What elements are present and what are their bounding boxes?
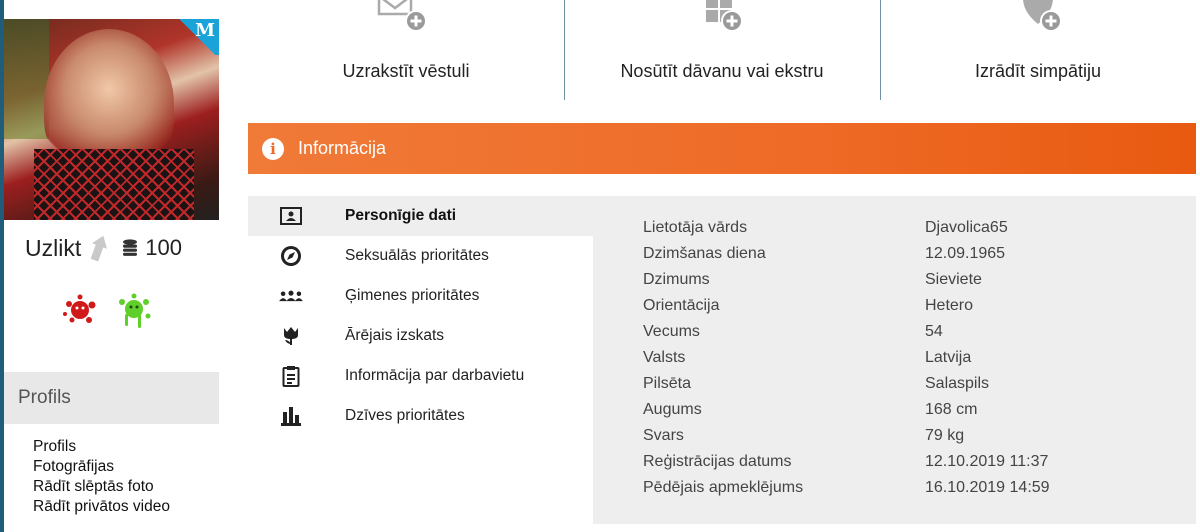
envelope-add-icon [371,0,441,40]
profile-photo[interactable] [4,19,219,220]
detail-value: 168 cm [925,401,978,418]
red-splat-sticker-icon[interactable] [60,290,100,330]
detail-row-country [643,347,1143,373]
detail-row-username [643,217,1143,243]
detail-row-gender [643,269,1143,295]
category-label: Dzīves prioritātes [345,407,465,424]
detail-key: Dzimums [643,271,710,288]
detail-row-height [643,399,1143,425]
category-life-priorities[interactable] [248,396,593,436]
detail-value: 79 kg [925,427,965,444]
category-label: Ārējais izskats [345,327,445,344]
show-sympathy-label: Izrādīt simpātiju [974,61,1102,81]
category-sexual-priorities[interactable] [248,236,593,276]
personal-details [643,217,1143,503]
clipboard-icon [278,364,304,388]
detail-key: Augums [643,401,702,418]
nav-item-photos[interactable]: Fotogrāfijas [33,458,114,475]
detail-row-city [643,373,1143,399]
photo-detail [34,149,194,220]
gift-add-icon [687,0,757,40]
category-label: Informācija par darbavietu [345,367,525,384]
bar-chart-icon [278,404,304,428]
detail-row-age [643,321,1143,347]
green-splat-sticker-icon[interactable] [114,290,154,330]
detail-key: Reģistrācijas datums [643,453,792,470]
nav-item-hidden-photos[interactable]: Rādīt slēptās foto [33,478,154,495]
detail-row-birthday [643,243,1143,269]
nav-item-profile[interactable]: Profils [33,438,77,455]
send-gift-button[interactable] [564,0,880,100]
membership-badge-letter: M [195,20,215,41]
detail-value: Salaspils [925,375,990,392]
detail-value: Sieviete [925,271,982,288]
nav-item-private-videos[interactable]: Rādīt privātos video [33,498,170,515]
category-family-priorities[interactable] [248,276,593,316]
category-label: Ģimenes prioritātes [345,287,480,304]
category-label: Personīgie dati [345,207,457,224]
detail-row-registration-date [643,451,1143,477]
detail-key: Orientācija [643,297,720,314]
family-icon [278,284,304,308]
detail-value: 12.10.2019 11:37 [925,453,1049,470]
profile-nav-list [33,437,170,517]
info-section-header [248,123,1196,174]
category-work-info[interactable] [248,356,593,396]
write-letter-label: Uzrakstīt vēstuli [342,61,470,81]
detail-row-weight [643,425,1143,451]
show-sympathy-button[interactable] [880,0,1196,100]
info-title: Informācija [298,138,387,158]
coins-icon [121,238,139,258]
detail-key: Valsts [643,349,686,366]
detail-key: Lietotāja vārds [643,219,748,236]
detail-key: Pēdējais apmeklējums [643,479,804,496]
upload-row [25,232,182,264]
category-appearance[interactable] [248,316,593,356]
compass-icon [278,244,304,268]
photo-background [4,19,49,139]
detail-key: Dzimšanas diena [643,245,766,262]
membership-badge [175,19,219,55]
detail-key: Svars [643,427,684,444]
send-gift-label: Nosūtīt dāvanu vai ekstru [620,61,824,81]
detail-value: 16.10.2019 14:59 [925,479,1050,496]
detail-key: Pilsēta [643,375,692,392]
heart-add-icon [1003,0,1073,40]
category-label: Seksuālās prioritātes [345,247,489,264]
category-personal-data[interactable] [248,196,593,236]
detail-row-last-visit [643,477,1143,503]
tulip-icon [278,324,304,348]
detail-value: Hetero [925,297,974,314]
coins-count: 100 [145,235,182,260]
detail-value: 12.09.1965 [925,245,1006,262]
id-card-icon [278,204,304,228]
nav-header: Profils [4,372,219,424]
detail-value: Djavolica65 [925,219,1008,236]
detail-row-orientation [643,295,1143,321]
upload-arrow-icon[interactable] [91,233,113,263]
upload-label[interactable]: Uzlikt [25,234,82,261]
detail-key: Vecums [643,323,700,340]
stickers [60,290,154,330]
info-icon: i [262,138,284,160]
detail-value: Latvija [925,349,972,366]
detail-value: 54 [925,323,943,340]
write-letter-button[interactable] [248,0,564,100]
action-bar [248,0,1196,100]
